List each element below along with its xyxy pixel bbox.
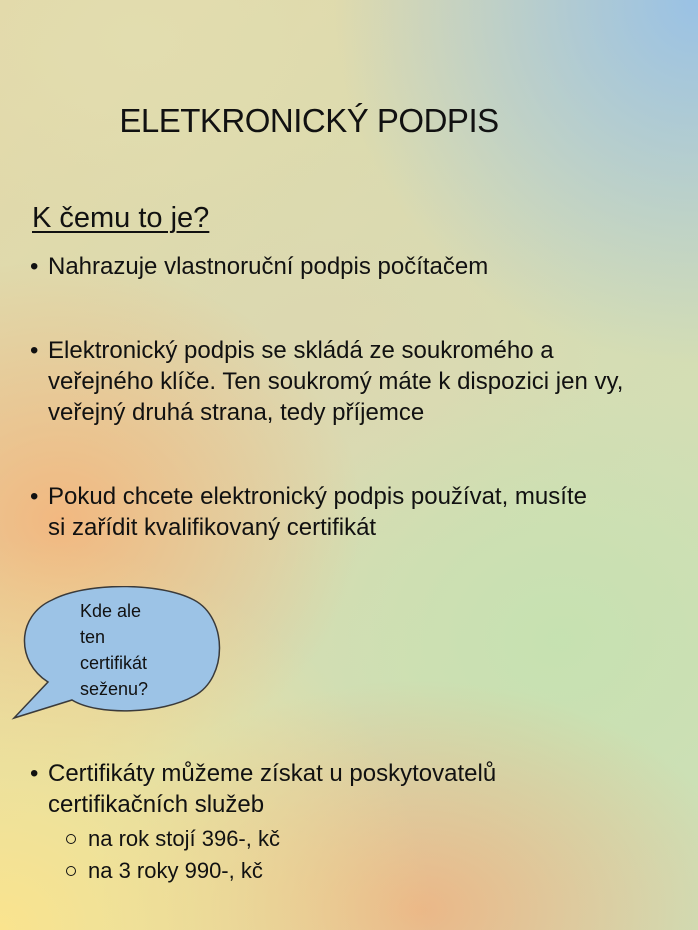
speech-bubble-text bbox=[80, 598, 190, 702]
circle-bullet-icon bbox=[66, 866, 76, 876]
bullet-item bbox=[30, 481, 610, 543]
bullet-dot: • bbox=[30, 253, 39, 280]
sub-bullet-item bbox=[66, 856, 626, 886]
bullet-text: Pokud chcete elektronický podpis používat, musíte si zařídit kvalifikovaný certifikát bbox=[48, 483, 587, 541]
bullet-item bbox=[30, 758, 590, 820]
speech-bubble-line: certifikát bbox=[80, 653, 148, 673]
speech-bubble-line: Kde ale bbox=[80, 601, 142, 621]
section-heading: K čemu to je? bbox=[32, 202, 210, 234]
bullet-dot: • bbox=[30, 760, 39, 787]
speech-bubble bbox=[10, 586, 222, 722]
slide-title: ELETKRONICKÝ PODPIS bbox=[119, 102, 499, 139]
bullet-text: Certifikáty můžeme získat u poskytovatelů certifikačních služeb bbox=[48, 760, 497, 818]
speech-bubble-line: seženu? bbox=[80, 679, 149, 699]
sub-bullet-text: na 3 roky 990-, kč bbox=[88, 858, 263, 883]
bullet-text: Elektronický podpis se skládá ze soukromého a veřejného klíče. Ten soukromý máte k dispozici jen vy, veřejný druhá strana, tedy příjemce bbox=[48, 337, 624, 426]
sub-bullet-item bbox=[66, 824, 626, 854]
speech-bubble-line: ten bbox=[80, 627, 106, 647]
bullet-dot: • bbox=[30, 337, 39, 364]
circle-bullet-icon bbox=[66, 834, 76, 844]
bullet-item bbox=[30, 335, 630, 428]
sub-bullet-text: na rok stojí 396-, kč bbox=[88, 826, 280, 851]
bullet-item bbox=[30, 251, 670, 282]
bullet-dot: • bbox=[30, 483, 39, 510]
bullet-text: Nahrazuje vlastnoruční podpis počítačem bbox=[48, 253, 489, 280]
